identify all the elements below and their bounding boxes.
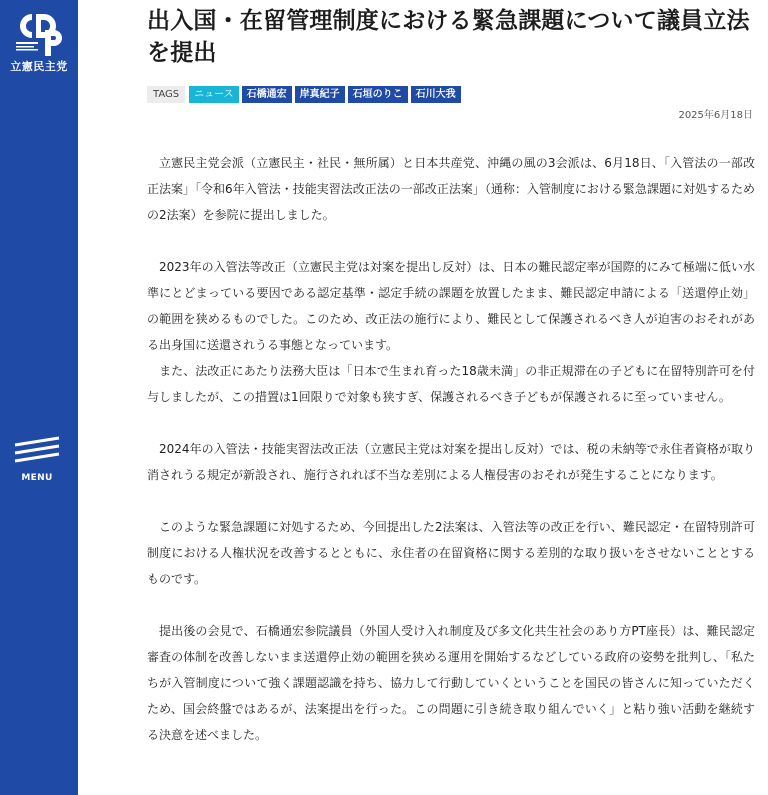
tag-news[interactable]: ニュース — [189, 86, 239, 103]
paragraph: 2023年の入管法等改正（立憲民主党は対案を提出し反対）は、日本の難民認定率が国際的にみて極端に低い水準にとどまっている要因である認定基準・認定手続の課題を放置したまま、難民認定申請による「送還停止効」の範囲を狭めるものでした。このため、改正法の施行により、難民として保護されるべき人が迫害のおそれがある出身国に送還されうる事態となっています。 — [147, 260, 755, 352]
tag-ishibashi[interactable]: 石橋通宏 — [242, 86, 292, 103]
paragraph: 提出後の会見で、石橋通宏参院議員（外国人受け入れ制度及び多文化共生社会のあり方PT座長）は、難民認定審査の体制を改善しないまま送還停止効の範囲を狭める運用を開始するなどしている政府の姿勢を批判し、「私たちが入管制度について強く課題認識を持ち、協力して行動していくということを国民の皆さんに知っていただくため、国会終盤ではあるが、法案提出を行った。この問題に引き続き取り組んでいく」と粘り強い活動を継続する決意を述べました。 — [147, 624, 755, 742]
party-name: 立憲民主党 — [10, 60, 68, 73]
menu-label: MENU — [21, 473, 53, 483]
cdp-logo-icon — [12, 8, 68, 58]
publish-date: 2025年6月18日 — [678, 110, 753, 121]
tag-ishikawa[interactable]: 石川大我 — [411, 86, 461, 103]
tag-ishigaki[interactable]: 石垣のりこ — [348, 86, 408, 103]
paragraph: また、法改正にあたり法務大臣は「日本で生まれ育った18歳未満」の非正規滞在の子どもに在留特別許可を付与しましたが、この措置は1回限りで対象も狭すぎ、保護されるべき子どもが保護されるに至っていません。 — [147, 364, 755, 404]
article-body — [147, 150, 755, 748]
tags-label: TAGS — [147, 86, 185, 103]
tag-list — [147, 86, 461, 103]
menu-icon — [13, 436, 61, 466]
paragraph: 立憲民主党会派（立憲民主・社民・無所属）と日本共産党、沖縄の風の3会派は、6月18日、「入管法の一部改正法案」「令和6年入管法・技能実習法改正法の一部改正法案」（通称：入管制度における緊急課題に対処するための2法案）を参院に提出しました。 — [147, 156, 755, 222]
page-title: 出入国・在留管理制度における緊急課題について議員立法を提出 — [147, 8, 750, 66]
sidebar — [0, 0, 78, 795]
tag-kishi[interactable]: 岸真紀子 — [295, 86, 345, 103]
paragraph: 2024年の入管法・技能実習法改正法（立憲民主党は対案を提出し反対）では、税の未納等で永住者資格が取り消されうる規定が新設され、施行されれば不当な差別による人権侵害のおそれが発生することになります。 — [147, 442, 755, 482]
paragraph: このような緊急課題に対処するため、今回提出した2法案は、入管法等の改正を行い、難民認定・在留特別許可制度における人権状況を改善するとともに、永住者の在留資格に関する差別的な取り扱いをさせないこととするものです。 — [147, 520, 755, 586]
menu-button[interactable] — [10, 436, 64, 486]
